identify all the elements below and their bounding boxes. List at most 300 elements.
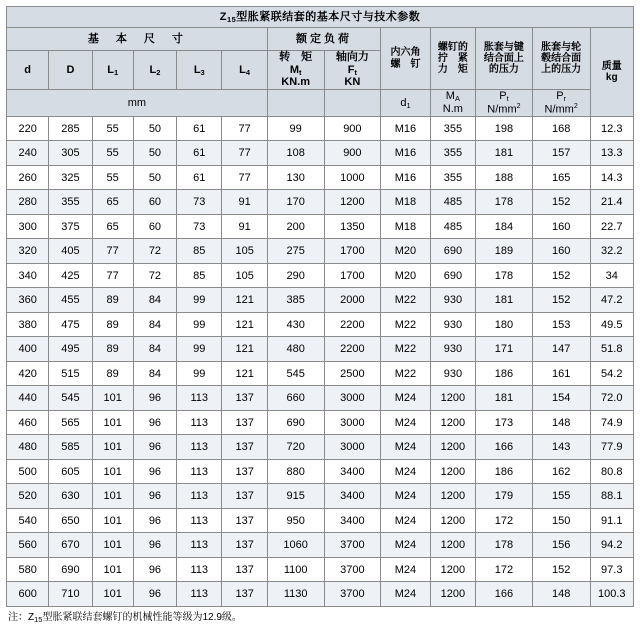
cell-Pt: 166	[476, 582, 533, 607]
cell-screw: M22	[381, 312, 430, 337]
cell-L1: 55	[92, 141, 133, 166]
cell-axial-force: 3400	[324, 508, 381, 533]
cell-L3: 113	[177, 459, 222, 484]
cell-screw: M16	[381, 141, 430, 166]
cell-mass: 32.2	[590, 239, 634, 264]
cell-L3: 113	[177, 557, 222, 582]
cell-L1: 65	[92, 214, 133, 239]
col-symbol-MA: $M_A$ N.m	[430, 90, 475, 117]
cell-MA: 355	[430, 141, 475, 166]
cell-mass: 80.8	[590, 459, 634, 484]
cell-d: 420	[7, 361, 49, 386]
cell-MA: 930	[430, 288, 475, 313]
cell-L4: 105	[222, 263, 267, 288]
cell-axial-force: 1200	[324, 190, 381, 215]
cell-Pr: 161	[532, 361, 590, 386]
table-row	[7, 214, 634, 239]
cell-L1: 89	[92, 361, 133, 386]
cell-Pr: 152	[532, 557, 590, 582]
cell-d: 580	[7, 557, 49, 582]
cell-MA: 1200	[430, 484, 475, 509]
cell-screw: M18	[381, 214, 430, 239]
cell-D: 375	[49, 214, 92, 239]
cell-L1: 55	[92, 116, 133, 141]
cell-axial-force: 2200	[324, 337, 381, 362]
cell-axial-force: 2000	[324, 288, 381, 313]
cell-Pt: 179	[476, 484, 533, 509]
cell-D: 605	[49, 459, 92, 484]
table-row	[7, 239, 634, 264]
cell-axial-force: 1000	[324, 165, 381, 190]
cell-Pr: 150	[532, 508, 590, 533]
cell-d: 400	[7, 337, 49, 362]
cell-L3: 113	[177, 582, 222, 607]
cell-d: 300	[7, 214, 49, 239]
cell-Pt: 181	[476, 141, 533, 166]
cell-L4: 77	[222, 116, 267, 141]
cell-D: 565	[49, 410, 92, 435]
cell-Pt: 181	[476, 386, 533, 411]
cell-Pt: 166	[476, 435, 533, 460]
cell-MA: 1200	[430, 582, 475, 607]
cell-d: 440	[7, 386, 49, 411]
cell-Pt: 172	[476, 557, 533, 582]
cell-torque: 1130	[267, 582, 324, 607]
group-mass: 质量 kg	[590, 28, 634, 117]
cell-L2: 60	[133, 214, 176, 239]
cell-L1: 101	[92, 484, 133, 509]
cell-torque: 99	[267, 116, 324, 141]
cell-axial-force: 900	[324, 141, 381, 166]
cell-mass: 51.8	[590, 337, 634, 362]
cell-Pr: 148	[532, 582, 590, 607]
cell-screw: M20	[381, 263, 430, 288]
cell-screw: M24	[381, 410, 430, 435]
group-pressure-hub: 胀套与轮 毂结合面 上的压力	[532, 28, 590, 90]
cell-screw: M24	[381, 557, 430, 582]
cell-L4: 137	[222, 386, 267, 411]
cell-L4: 77	[222, 141, 267, 166]
cell-mass: 12.3	[590, 116, 634, 141]
cell-axial-force: 3000	[324, 435, 381, 460]
cell-Pt: 188	[476, 165, 533, 190]
page-title	[7, 7, 634, 28]
cell-D: 630	[49, 484, 92, 509]
cell-MA: 355	[430, 116, 475, 141]
cell-Pt: 178	[476, 190, 533, 215]
group-row	[7, 28, 634, 51]
cell-Pr: 143	[532, 435, 590, 460]
cell-MA: 690	[430, 263, 475, 288]
cell-mass: 72.0	[590, 386, 634, 411]
group-basic-dimensions: 基 本 尺 寸	[7, 28, 268, 51]
cell-torque: 660	[267, 386, 324, 411]
col-symbol-L2: $L_2$	[133, 51, 176, 90]
cell-L3: 99	[177, 361, 222, 386]
cell-d: 540	[7, 508, 49, 533]
cell-Pr: 148	[532, 410, 590, 435]
cell-L4: 137	[222, 533, 267, 558]
table-header	[7, 7, 634, 117]
table-row	[7, 165, 634, 190]
cell-screw: M20	[381, 239, 430, 264]
table-row	[7, 337, 634, 362]
cell-torque: 290	[267, 263, 324, 288]
cell-L3: 85	[177, 263, 222, 288]
cell-axial-force: 1700	[324, 263, 381, 288]
footnote-rest: 型胀紧联结套螺钉的机械性能等级为12.9级。	[42, 611, 242, 623]
cell-L1: 55	[92, 165, 133, 190]
cell-screw: M24	[381, 459, 430, 484]
table-row	[7, 557, 634, 582]
cell-Pr: 155	[532, 484, 590, 509]
cell-screw: M24	[381, 533, 430, 558]
cell-L4: 91	[222, 214, 267, 239]
cell-L1: 101	[92, 582, 133, 607]
cell-axial-force: 3000	[324, 386, 381, 411]
cell-mass: 21.4	[590, 190, 634, 215]
cell-MA: 485	[430, 190, 475, 215]
cell-Pr: 152	[532, 190, 590, 215]
cell-mass: 100.3	[590, 582, 634, 607]
cell-D: 455	[49, 288, 92, 313]
cell-L3: 99	[177, 312, 222, 337]
cell-L3: 113	[177, 508, 222, 533]
cell-D: 585	[49, 435, 92, 460]
cell-Pr: 152	[532, 288, 590, 313]
table-row	[7, 459, 634, 484]
cell-screw: M24	[381, 386, 430, 411]
cell-MA: 1200	[430, 410, 475, 435]
cell-d: 320	[7, 239, 49, 264]
col-symbol-torque: 转 矩 $M_t$ KN.m	[267, 51, 324, 90]
cell-MA: 355	[430, 165, 475, 190]
footnote	[8, 612, 640, 624]
cell-torque: 950	[267, 508, 324, 533]
cell-Pr: 160	[532, 239, 590, 264]
cell-L3: 113	[177, 533, 222, 558]
cell-axial-force: 3400	[324, 459, 381, 484]
col-symbol-d1: $d_1$	[381, 90, 430, 117]
table-row	[7, 435, 634, 460]
cell-MA: 1200	[430, 508, 475, 533]
cell-L1: 101	[92, 435, 133, 460]
title-text-prefix: Z	[219, 10, 227, 23]
cell-d: 360	[7, 288, 49, 313]
cell-L2: 96	[133, 386, 176, 411]
cell-d: 260	[7, 165, 49, 190]
cell-D: 650	[49, 508, 92, 533]
cell-D: 670	[49, 533, 92, 558]
cell-D: 475	[49, 312, 92, 337]
group-hex-screw: 内六角 螺 钉	[381, 28, 430, 90]
table-row	[7, 484, 634, 509]
col-symbol-L4: $L_4$	[222, 51, 267, 90]
cell-L1: 101	[92, 386, 133, 411]
footnote-prefix: 注：Z	[8, 611, 35, 623]
col-symbol-D: D	[49, 51, 92, 90]
cell-L3: 61	[177, 116, 222, 141]
cell-torque: 480	[267, 337, 324, 362]
cell-torque: 690	[267, 410, 324, 435]
cell-MA: 690	[430, 239, 475, 264]
title-row	[7, 7, 634, 28]
unit-row	[7, 90, 634, 117]
cell-d: 480	[7, 435, 49, 460]
cell-L2: 96	[133, 484, 176, 509]
cell-Pr: 168	[532, 116, 590, 141]
cell-torque: 385	[267, 288, 324, 313]
cell-MA: 1200	[430, 459, 475, 484]
cell-Pt: 184	[476, 214, 533, 239]
cell-Pt: 178	[476, 263, 533, 288]
cell-axial-force: 1700	[324, 239, 381, 264]
cell-L4: 77	[222, 165, 267, 190]
cell-MA: 930	[430, 312, 475, 337]
cell-mass: 14.3	[590, 165, 634, 190]
table-row	[7, 533, 634, 558]
cell-Pr: 153	[532, 312, 590, 337]
cell-L2: 72	[133, 263, 176, 288]
cell-L3: 113	[177, 435, 222, 460]
cell-D: 545	[49, 386, 92, 411]
cell-L2: 96	[133, 582, 176, 607]
table-row	[7, 116, 634, 141]
cell-torque: 720	[267, 435, 324, 460]
title-sub: 15	[226, 14, 237, 24]
cell-D: 515	[49, 361, 92, 386]
cell-d: 520	[7, 484, 49, 509]
cell-torque: 130	[267, 165, 324, 190]
cell-Pt: 198	[476, 116, 533, 141]
cell-axial-force: 900	[324, 116, 381, 141]
cell-L4: 137	[222, 582, 267, 607]
cell-d: 460	[7, 410, 49, 435]
cell-axial-force: 2500	[324, 361, 381, 386]
table-row	[7, 582, 634, 607]
cell-L1: 101	[92, 410, 133, 435]
cell-D: 285	[49, 116, 92, 141]
cell-L2: 96	[133, 435, 176, 460]
group-rated-load: 额定负荷	[267, 28, 380, 51]
cell-torque: 1060	[267, 533, 324, 558]
cell-screw: M22	[381, 361, 430, 386]
table-row	[7, 263, 634, 288]
col-symbol-axial-force: 轴向力 $F_t$ KN	[324, 51, 381, 90]
cell-L3: 99	[177, 288, 222, 313]
cell-mass: 49.5	[590, 312, 634, 337]
cell-L2: 96	[133, 557, 176, 582]
cell-mass: 34	[590, 263, 634, 288]
cell-L4: 137	[222, 557, 267, 582]
cell-L2: 50	[133, 141, 176, 166]
footnote-sub: 15	[34, 614, 43, 624]
cell-torque: 108	[267, 141, 324, 166]
cell-mass: 74.9	[590, 410, 634, 435]
table-row	[7, 410, 634, 435]
cell-screw: M22	[381, 288, 430, 313]
cell-L1: 101	[92, 533, 133, 558]
cell-Pr: 154	[532, 386, 590, 411]
col-symbol-L3: $L_3$	[177, 51, 222, 90]
cell-screw: M24	[381, 435, 430, 460]
cell-L3: 113	[177, 386, 222, 411]
cell-L3: 73	[177, 190, 222, 215]
cell-L4: 137	[222, 410, 267, 435]
cell-torque: 880	[267, 459, 324, 484]
cell-Pr: 162	[532, 459, 590, 484]
cell-MA: 1200	[430, 557, 475, 582]
cell-axial-force: 1350	[324, 214, 381, 239]
cell-D: 325	[49, 165, 92, 190]
cell-L2: 96	[133, 410, 176, 435]
table-row	[7, 190, 634, 215]
cell-D: 405	[49, 239, 92, 264]
cell-L3: 61	[177, 141, 222, 166]
cell-L2: 96	[133, 533, 176, 558]
unit-mm: mm	[7, 90, 268, 117]
cell-Pr: 157	[532, 141, 590, 166]
cell-axial-force: 3700	[324, 582, 381, 607]
cell-L1: 101	[92, 459, 133, 484]
cell-d: 280	[7, 190, 49, 215]
cell-axial-force: 2200	[324, 312, 381, 337]
cell-MA: 1200	[430, 386, 475, 411]
cell-screw: M16	[381, 165, 430, 190]
cell-L2: 50	[133, 116, 176, 141]
cell-D: 710	[49, 582, 92, 607]
cell-mass: 88.1	[590, 484, 634, 509]
cell-MA: 930	[430, 361, 475, 386]
cell-L2: 84	[133, 312, 176, 337]
cell-torque: 430	[267, 312, 324, 337]
unit-axial-blank	[324, 90, 381, 117]
cell-L1: 89	[92, 312, 133, 337]
cell-mass: 77.9	[590, 435, 634, 460]
cell-Pt: 173	[476, 410, 533, 435]
col-symbol-d: d	[7, 51, 49, 90]
cell-L3: 99	[177, 337, 222, 362]
cell-mass: 54.2	[590, 361, 634, 386]
cell-L1: 77	[92, 239, 133, 264]
cell-L3: 61	[177, 165, 222, 190]
col-symbol-Pt: $P_t$ $N/mm^2$	[476, 90, 533, 117]
cell-L3: 85	[177, 239, 222, 264]
cell-D: 495	[49, 337, 92, 362]
cell-D: 355	[49, 190, 92, 215]
cell-D: 305	[49, 141, 92, 166]
cell-MA: 485	[430, 214, 475, 239]
cell-torque: 545	[267, 361, 324, 386]
table-row	[7, 312, 634, 337]
spec-table	[6, 6, 634, 607]
cell-L1: 65	[92, 190, 133, 215]
cell-L4: 137	[222, 459, 267, 484]
cell-torque: 1100	[267, 557, 324, 582]
cell-L4: 137	[222, 508, 267, 533]
cell-D: 690	[49, 557, 92, 582]
cell-screw: M24	[381, 484, 430, 509]
cell-torque: 200	[267, 214, 324, 239]
table-row	[7, 508, 634, 533]
cell-screw: M16	[381, 116, 430, 141]
cell-L2: 72	[133, 239, 176, 264]
cell-d: 240	[7, 141, 49, 166]
cell-mass: 94.2	[590, 533, 634, 558]
cell-Pt: 178	[476, 533, 533, 558]
cell-d: 500	[7, 459, 49, 484]
cell-MA: 1200	[430, 435, 475, 460]
cell-MA: 1200	[430, 533, 475, 558]
cell-d: 220	[7, 116, 49, 141]
cell-Pt: 189	[476, 239, 533, 264]
cell-L4: 121	[222, 288, 267, 313]
table-row	[7, 386, 634, 411]
cell-L2: 84	[133, 361, 176, 386]
cell-d: 560	[7, 533, 49, 558]
cell-D: 425	[49, 263, 92, 288]
cell-axial-force: 3700	[324, 533, 381, 558]
cell-d: 380	[7, 312, 49, 337]
table-body	[7, 116, 634, 606]
cell-mass: 91.1	[590, 508, 634, 533]
cell-mass: 47.2	[590, 288, 634, 313]
spec-sheet	[0, 6, 640, 624]
title-text-rest: 型胀紧联结套的基本尺寸与技术参数	[236, 10, 421, 23]
cell-L4: 121	[222, 361, 267, 386]
cell-Pt: 180	[476, 312, 533, 337]
cell-L4: 137	[222, 484, 267, 509]
col-symbol-Pr: $P_r$ $N/mm^2$	[532, 90, 590, 117]
cell-L4: 121	[222, 337, 267, 362]
cell-Pt: 172	[476, 508, 533, 533]
cell-Pr: 160	[532, 214, 590, 239]
cell-Pt: 186	[476, 361, 533, 386]
cell-torque: 915	[267, 484, 324, 509]
cell-L4: 137	[222, 435, 267, 460]
table-row	[7, 141, 634, 166]
cell-L1: 89	[92, 337, 133, 362]
cell-torque: 170	[267, 190, 324, 215]
group-screw-tightening-torque: 螺钉的 拧 紧 力 矩	[430, 28, 475, 90]
cell-screw: M18	[381, 190, 430, 215]
cell-L1: 89	[92, 288, 133, 313]
cell-L3: 113	[177, 410, 222, 435]
cell-Pr: 165	[532, 165, 590, 190]
cell-MA: 930	[430, 337, 475, 362]
cell-L4: 121	[222, 312, 267, 337]
cell-torque: 275	[267, 239, 324, 264]
cell-Pt: 186	[476, 459, 533, 484]
cell-Pr: 156	[532, 533, 590, 558]
cell-L2: 84	[133, 337, 176, 362]
cell-axial-force: 3700	[324, 557, 381, 582]
cell-axial-force: 3000	[324, 410, 381, 435]
cell-L2: 84	[133, 288, 176, 313]
cell-L2: 60	[133, 190, 176, 215]
cell-L1: 77	[92, 263, 133, 288]
cell-mass: 13.3	[590, 141, 634, 166]
table-row	[7, 361, 634, 386]
cell-screw: M24	[381, 582, 430, 607]
cell-L2: 96	[133, 508, 176, 533]
cell-L2: 50	[133, 165, 176, 190]
cell-axial-force: 3400	[324, 484, 381, 509]
table-row	[7, 288, 634, 313]
cell-L3: 113	[177, 484, 222, 509]
cell-Pr: 147	[532, 337, 590, 362]
cell-Pt: 171	[476, 337, 533, 362]
